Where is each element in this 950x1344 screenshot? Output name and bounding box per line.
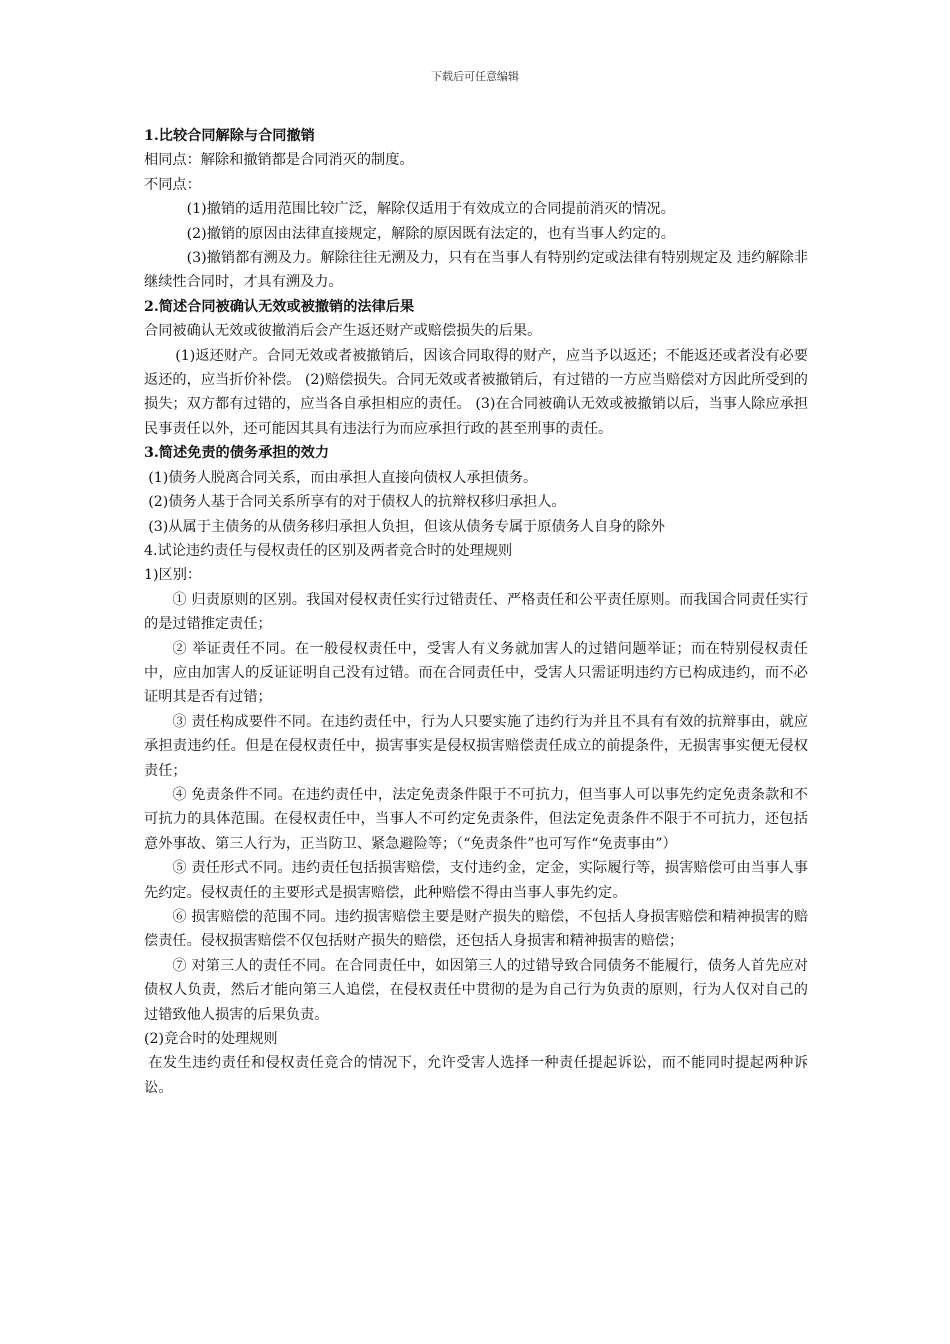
paragraph: 合同被确认无效或彼撤消后会产生返还财产或赔偿损失的后果。 bbox=[144, 323, 542, 340]
section-heading: 1.比较合同解除与合同撤销 bbox=[144, 128, 315, 144]
paragraph: ③ 责任构成要件不同。在违约责任中，行为人只要实施了违约行为并且不具有有效的抗辩事由，就应承担责违约任。但是在侵权责任中，损害事实是侵权损害赔偿责任成立的前提条件，无损害事实便无侵权责任； bbox=[144, 713, 808, 779]
paragraph: ⑦ 对第三人的责任不同。在合同责任中，如因第三人的过错导致合同债务不能履行，债务人首先应对债权人负责，然后才能向第三人追偿，在侵权责任中贯彻的是为自己行为负责的原则，行为人仅对自己的过错致他人损害的后果负责。 bbox=[144, 957, 808, 1023]
paragraph: (2)债务人基于合同关系所享有的对于债权人的抗辩权移归承担人。 bbox=[148, 494, 566, 511]
paragraph: (1)撤销的适用范围比较广泛，解除仅适用于有效成立的合同提前消灭的情况。 bbox=[186, 201, 675, 218]
paragraph: ⑤ 责任形式不同。违约责任包括损害赔偿，支付违约金，定金，实际履行等，损害赔偿可由当事人事先约定。侵权责任的主要形式是损害赔偿，此种赔偿不得由当事人事先约定。 bbox=[144, 860, 808, 901]
paragraph: 不同点： bbox=[144, 176, 201, 193]
paragraph: 4.试论违约责任与侵权责任的区别及两者竞合时的处理规则 bbox=[144, 542, 513, 559]
paragraph: (3)从属于主债务的从债务移归承担人负担，但该从债务专属于原债务人自身的除外 bbox=[148, 518, 665, 535]
paragraph: (1)债务人脱离合同关系，而由承担人直接向债权人承担债务。 bbox=[148, 469, 538, 486]
paragraph: (2)撤销的原因由法律直接规定，解除的原因既有法定的，也有当事人约定的。 bbox=[186, 225, 675, 242]
paragraph: (2)竞合时的处理规则 bbox=[144, 1031, 278, 1048]
page-header: 下载后可任意编辑 bbox=[431, 70, 519, 83]
paragraph: ⑥ 损害赔偿的范围不同。违约损害赔偿主要是财产损失的赔偿，不包括人身损害赔偿和精神损害的赔偿责任。侵权损害赔偿不仅包括财产损失的赔偿，还包括人身损害和精神损害的赔偿； bbox=[144, 909, 808, 950]
paragraph: 1)区别： bbox=[144, 567, 202, 584]
paragraph: 相同点：解除和撤销都是合同消灭的制度。 bbox=[144, 152, 414, 169]
paragraph: (3)撤销都有溯及力。解除往往无溯及力，只有在当事人有特别约定或法律有特别规定及 违约解除非继续性合同时，才具有溯及力。 bbox=[144, 250, 808, 291]
paragraph: (1)返还财产。合同无效或者被撤销后，因该合同取得的财产，应当予以返还；不能返还或者没有必要返还的，应当折价补偿。 (2)赔偿损失。合同无效或者被撤销后，有过错的一方应当赔偿对方因此所受到的损失；双方都有过错的，应当各自承担相应的责任。 (3)在合同被确认无效或被撤销以后，当事人除应承担民事责任以外，还可能因其具有违法行为而应承担行政的甚至刑事的责任。 bbox=[144, 347, 808, 437]
paragraph: ④ 免责条件不同。在违约责任中，法定免责条件限于不可抗力，但当事人可以事先约定免责条款和不可抗力的具体范围。在侵权责任中，当事人不可约定免责条件，但法定免责条件不限于不可抗力，还包括意外事故、第三人行为，正当防卫、紧急避险等；（“免责条件”也可写作“免责事由”） bbox=[144, 786, 808, 852]
paragraph: ① 归责原则的区别。我国对侵权责任实行过错责任、严格责任和公平责任原则。而我国合同责任实行的是过错推定责任； bbox=[144, 591, 808, 633]
document-body bbox=[144, 124, 808, 1100]
paragraph: 在发生违约责任和侵权责任竞合的情况下，允许受害人选择一种责任提起诉讼，而不能同时提起两种诉讼。 bbox=[144, 1055, 808, 1096]
section-heading: 2.简述合同被确认无效或被撤销的法律后果 bbox=[144, 298, 415, 315]
section-heading: 3.简述免责的债务承担的效力 bbox=[144, 445, 330, 462]
paragraph: ② 举证责任不同。在一般侵权责任中，受害人有义务就加害人的过错问题举证；而在特别侵权责任中，应由加害人的反证证明自己没有过错。而在合同责任中，受害人只需证明违约方已构成违约，而不必证明其是否有过错； bbox=[144, 640, 808, 706]
